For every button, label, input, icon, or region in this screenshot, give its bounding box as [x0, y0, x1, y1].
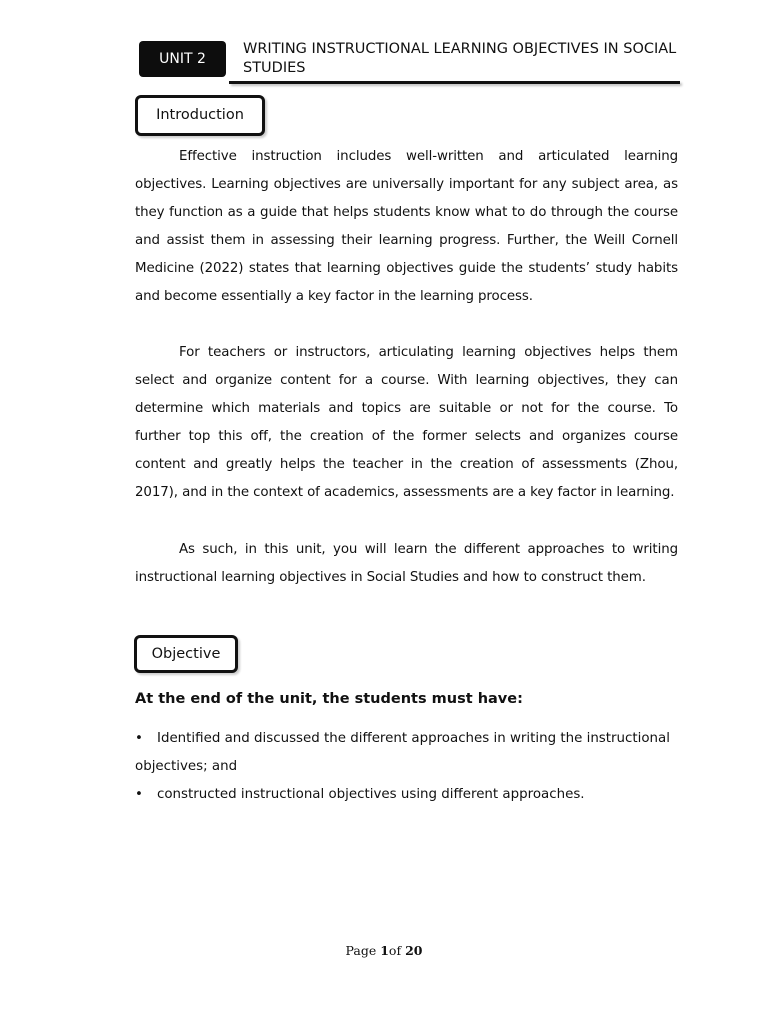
current-page-number: 1 — [380, 943, 389, 958]
objective-item-text: constructed instructional objectives using different approaches. — [157, 787, 585, 802]
objective-item-text: Identified and discussed the different approaches in writing the instructional objectives; and — [135, 731, 670, 774]
list-item — [135, 725, 678, 781]
intro-paragraph-1: Effective instruction includes well-written and articulated learning objectives. Learning objectives are universally important for any subject area, as they function as a guide that helps students know what to do through the course and assist them in assessing their learning progress. Further, the Weill Cornell Medicine (2022) states that learning objectives guide the students’ study habits and become essentially a key factor in the learning process. — [135, 149, 678, 304]
unit-title: WRITING INSTRUCTIONAL LEARNING OBJECTIVES IN SOCIAL STUDIES — [243, 41, 677, 76]
unit-badge: UNIT 2 — [139, 41, 226, 77]
bullet-icon: • — [135, 731, 143, 746]
objective-lead-text: At the end of the unit, the students must have: — [135, 691, 523, 707]
intro-paragraph-3: As such, in this unit, you will learn the different approaches to writing instructional learning objectives in Social Studies and how to construct them. — [135, 542, 678, 585]
objective-heading: Objective — [151, 646, 221, 662]
objective-heading-box — [134, 635, 238, 673]
intro-paragraph-2: For teachers or instructors, articulating learning objectives helps them select and organize content for a course. With learning objectives, they can determine which materials and topics are suitable or not for the course. To further top this off, the creation of the former selects and organizes course content and greatly helps the teacher in the creation of assessments (Zhou, 2017), and in the context of academics, assessments are a key factor in learning. — [135, 345, 678, 500]
page-footer — [0, 943, 768, 958]
total-pages-number: 20 — [405, 943, 423, 958]
introduction-heading-box — [135, 95, 265, 136]
title-underline-rule — [229, 81, 680, 84]
objective-list — [135, 725, 678, 809]
of-word: of — [388, 943, 402, 958]
introduction-heading: Introduction — [156, 107, 244, 123]
list-item — [135, 781, 678, 809]
page-word: Page — [345, 943, 377, 958]
bullet-icon: • — [135, 787, 143, 802]
